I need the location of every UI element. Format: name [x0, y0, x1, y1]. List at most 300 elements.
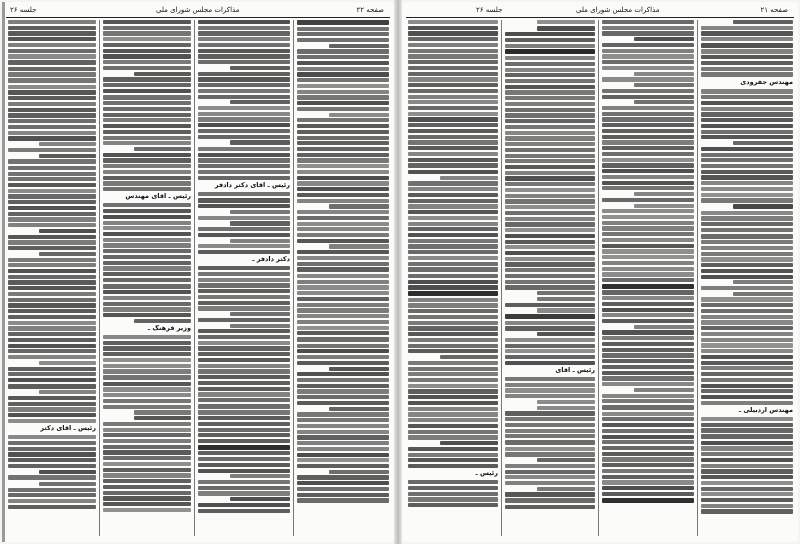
text-line [701, 315, 793, 319]
text-line [602, 77, 694, 81]
text-line [8, 166, 96, 170]
text-line [408, 274, 498, 278]
text-line [39, 361, 96, 365]
left-page-number: جلسه ۲۶ [10, 6, 37, 14]
text-line [505, 429, 595, 433]
text-line [8, 332, 96, 336]
text-line [733, 204, 793, 209]
text-line [198, 54, 290, 58]
text-line [408, 349, 498, 353]
text-line [297, 78, 389, 82]
text-line [297, 430, 389, 434]
text-line [103, 238, 191, 242]
text-line [408, 303, 498, 307]
text-line [505, 234, 595, 238]
text-line [198, 49, 290, 53]
text-line [408, 95, 498, 99]
text-line [408, 503, 498, 507]
text-line [408, 395, 498, 399]
text-line [634, 325, 694, 329]
text-line [408, 43, 498, 47]
text-line [408, 464, 498, 468]
text-line [701, 446, 793, 450]
text-line [701, 246, 793, 250]
text-line [408, 210, 498, 214]
text-line [103, 422, 191, 426]
text-line [103, 266, 191, 270]
text-line [103, 439, 191, 443]
text-line [8, 159, 96, 164]
text-line [8, 20, 96, 24]
text-line [8, 125, 96, 129]
text-line [329, 44, 389, 48]
text-line [297, 95, 389, 99]
text-line [701, 458, 793, 462]
text-line [8, 235, 96, 239]
text-line [103, 164, 191, 168]
text-line [701, 263, 793, 267]
text-line [408, 83, 498, 87]
text-line [103, 335, 191, 339]
text-line [8, 90, 96, 94]
text-line [297, 158, 389, 162]
text-line [103, 209, 191, 213]
text-line [297, 199, 389, 203]
text-line [8, 349, 96, 353]
text-line [701, 498, 793, 502]
column-divider [99, 20, 100, 536]
text-line [701, 464, 793, 468]
text-line [701, 95, 793, 99]
text-line [8, 31, 96, 35]
text-line [198, 43, 290, 47]
text-line [408, 315, 498, 319]
text-line [297, 349, 389, 353]
text-line [134, 72, 191, 76]
text-line [103, 468, 191, 472]
text-line [701, 130, 793, 134]
text-line [297, 38, 389, 42]
text-line [701, 67, 793, 71]
text-line [408, 497, 498, 501]
text-line [103, 352, 191, 356]
text-line [701, 487, 793, 491]
text-line [8, 108, 96, 112]
text-line [297, 227, 389, 231]
text-line [408, 458, 498, 462]
text-line [8, 194, 96, 198]
text-line [297, 389, 389, 393]
text-line [505, 245, 595, 249]
text-line [297, 61, 389, 65]
text-line [198, 341, 290, 345]
text-line [103, 77, 191, 81]
text-line [537, 297, 596, 301]
text-line [8, 493, 96, 497]
text-line [505, 96, 595, 100]
text-line [408, 412, 498, 416]
text-line [8, 189, 96, 193]
text-line [103, 290, 191, 294]
text-line [408, 372, 498, 376]
text-line [103, 31, 191, 35]
text-line [505, 44, 595, 48]
text-line [505, 182, 595, 186]
text-line [8, 447, 96, 451]
text-line [230, 66, 290, 70]
text-line [505, 165, 595, 169]
text-line [602, 457, 694, 461]
text-line [701, 326, 793, 330]
speaker-heading: رئیس ـ آقای [555, 366, 595, 374]
text-line [701, 361, 793, 365]
text-line [8, 286, 96, 290]
text-line [103, 20, 191, 24]
text-line [408, 361, 498, 365]
text-line [602, 353, 694, 357]
text-line [733, 20, 793, 24]
text-line [103, 66, 191, 70]
text-line [329, 113, 389, 117]
text-line [198, 416, 290, 420]
text-line [8, 136, 96, 140]
right-column-1 [408, 20, 498, 538]
text-line [39, 154, 96, 158]
text-line [505, 417, 595, 421]
text-line [602, 135, 694, 139]
text-line [8, 413, 96, 417]
text-line [408, 170, 498, 174]
right-column-2 [505, 20, 595, 538]
text-line [505, 176, 595, 180]
text-line [297, 401, 389, 405]
text-line [103, 496, 191, 500]
text-line [602, 244, 694, 248]
text-line [103, 445, 191, 449]
text-line [198, 428, 290, 432]
text-line [198, 278, 290, 282]
text-line [103, 375, 191, 380]
text-line [701, 228, 793, 232]
text-line [408, 123, 498, 127]
text-line [329, 244, 389, 248]
text-line [634, 388, 694, 392]
text-line [103, 221, 191, 225]
text-line [297, 337, 389, 342]
text-line [408, 291, 498, 296]
text-line [505, 131, 595, 135]
text-line [701, 492, 793, 496]
text-line [297, 498, 389, 503]
text-line [134, 416, 191, 420]
text-line [408, 140, 498, 144]
text-line [8, 315, 96, 319]
text-line [39, 142, 96, 146]
text-line [505, 388, 595, 392]
text-line [408, 250, 498, 254]
text-line [408, 20, 498, 24]
text-line [297, 441, 389, 445]
text-line [602, 249, 694, 253]
text-line [297, 314, 389, 318]
text-line [701, 55, 793, 59]
text-line [198, 346, 290, 350]
text-line [602, 405, 694, 410]
text-line [505, 222, 595, 226]
right-page [402, 2, 798, 542]
text-line [602, 272, 694, 276]
text-line [701, 309, 793, 313]
text-line [602, 221, 694, 225]
text-line [602, 446, 694, 450]
text-line [198, 135, 290, 139]
text-line [505, 505, 595, 509]
text-line [408, 332, 498, 336]
text-line [297, 384, 389, 388]
text-line [297, 344, 389, 348]
text-line [408, 401, 498, 405]
text-line [408, 486, 498, 490]
text-line [701, 198, 793, 202]
text-line [230, 140, 290, 145]
text-line [8, 60, 96, 65]
text-line [505, 498, 595, 503]
text-line [505, 355, 595, 359]
text-line [8, 131, 96, 135]
text-line [408, 378, 498, 382]
text-line [297, 361, 389, 365]
text-line [103, 158, 191, 162]
text-line [505, 73, 595, 77]
text-line [103, 450, 191, 454]
left-column-3 [198, 20, 290, 538]
text-line [103, 278, 191, 282]
text-line [701, 452, 793, 456]
text-line [8, 246, 96, 250]
right-page-folio: صفحه ۲۱ [760, 6, 788, 14]
text-line [408, 26, 498, 30]
text-line [602, 382, 694, 386]
text-line [103, 26, 191, 30]
text-line [408, 227, 498, 231]
text-line [103, 399, 191, 403]
text-line [297, 487, 389, 491]
text-line [8, 505, 96, 509]
text-line [408, 158, 498, 162]
text-line [198, 503, 290, 507]
text-line [103, 49, 191, 53]
text-line [297, 418, 389, 422]
text-line [408, 430, 498, 434]
text-line [701, 469, 793, 473]
text-line [297, 239, 389, 243]
text-line [602, 255, 694, 259]
text-line [297, 481, 389, 485]
text-line [198, 439, 290, 443]
text-line [198, 250, 290, 254]
text-line [701, 252, 793, 256]
text-line [701, 417, 793, 421]
text-line [701, 481, 793, 485]
text-line [602, 336, 694, 340]
text-line [198, 289, 290, 293]
text-line [8, 85, 96, 89]
text-line [701, 31, 793, 35]
text-line [103, 302, 191, 306]
text-line [701, 164, 793, 168]
text-line [701, 257, 793, 261]
text-line [198, 129, 290, 133]
right-page-header [406, 5, 794, 18]
text-line [230, 210, 290, 214]
text-line [701, 124, 793, 128]
text-line [8, 258, 96, 262]
text-line [198, 451, 290, 455]
text-line [701, 434, 793, 439]
text-line [602, 365, 694, 369]
text-line [602, 429, 694, 433]
text-line [198, 410, 290, 414]
text-line [39, 252, 96, 256]
text-line [602, 435, 694, 439]
text-line [103, 60, 191, 64]
text-line [198, 117, 290, 121]
left-column-4 [297, 20, 389, 538]
text-line [701, 26, 793, 30]
text-line [701, 170, 793, 174]
text-line [602, 186, 694, 190]
text-line [8, 464, 96, 468]
text-line [8, 206, 96, 210]
text-line [537, 400, 596, 404]
text-line [297, 435, 389, 439]
text-line [103, 358, 191, 362]
text-line [701, 49, 793, 53]
text-line [198, 153, 290, 157]
text-line [230, 312, 290, 316]
text-line [198, 147, 290, 151]
text-line [408, 453, 498, 457]
text-line [408, 309, 498, 313]
text-line [8, 43, 96, 47]
text-line [103, 37, 191, 41]
text-line [408, 89, 498, 93]
left-column-2 [103, 20, 191, 538]
text-line [198, 486, 290, 490]
text-line [297, 378, 389, 382]
text-line [602, 267, 694, 271]
text-line [537, 332, 596, 336]
text-line [602, 123, 694, 127]
text-line [505, 56, 595, 60]
text-line [198, 398, 290, 402]
text-line [103, 136, 191, 140]
text-line [8, 183, 96, 187]
text-line [103, 433, 191, 437]
text-line [505, 211, 595, 215]
text-line [701, 378, 793, 382]
text-line [103, 187, 191, 191]
text-line [602, 226, 694, 230]
text-line [8, 458, 96, 462]
text-line [408, 37, 498, 41]
text-line [8, 475, 96, 480]
text-line [8, 452, 96, 456]
text-line [297, 27, 389, 31]
text-line [198, 392, 290, 396]
text-line [297, 280, 389, 284]
text-line [505, 68, 595, 72]
text-line [408, 135, 498, 139]
text-line [701, 355, 793, 359]
text-line [408, 152, 498, 156]
text-line [408, 367, 498, 371]
text-line [602, 313, 694, 317]
column-divider [194, 20, 195, 536]
text-line [505, 85, 595, 89]
text-line [701, 504, 793, 508]
page-gutter [394, 0, 402, 544]
text-line [733, 141, 793, 145]
text-line [297, 475, 389, 479]
text-line [297, 303, 389, 307]
text-line [701, 158, 793, 162]
text-line [408, 181, 498, 185]
text-line [103, 508, 191, 512]
text-line [537, 458, 596, 462]
text-line [8, 419, 96, 423]
text-line [440, 355, 499, 359]
left-page [2, 2, 394, 542]
text-line [701, 384, 793, 388]
text-line [701, 181, 793, 185]
text-line [103, 479, 191, 483]
text-line [505, 251, 595, 255]
text-line [408, 129, 498, 133]
text-line [198, 83, 290, 87]
text-line [408, 389, 498, 393]
text-line [198, 301, 290, 305]
text-line [103, 255, 191, 259]
text-line [537, 406, 596, 410]
text-line [297, 147, 389, 151]
speaker-heading: دکتر دادفر ـ [252, 256, 290, 264]
text-line [505, 314, 595, 319]
text-line [505, 268, 595, 272]
text-line [8, 441, 96, 445]
text-line [505, 274, 595, 278]
text-line [297, 493, 389, 497]
text-line [103, 456, 191, 460]
text-line [408, 244, 498, 248]
text-line [8, 499, 96, 503]
text-line [505, 349, 595, 353]
text-line [505, 470, 595, 474]
text-line [297, 274, 389, 278]
text-line [701, 423, 793, 427]
text-line [505, 262, 595, 266]
text-line [297, 136, 389, 140]
text-line [701, 216, 793, 220]
text-line [297, 250, 389, 254]
text-line [8, 396, 96, 400]
text-line [8, 435, 96, 439]
text-line [198, 95, 290, 99]
text-line [408, 112, 498, 116]
text-line [103, 113, 191, 117]
text-line [297, 355, 389, 359]
text-line [701, 175, 793, 179]
